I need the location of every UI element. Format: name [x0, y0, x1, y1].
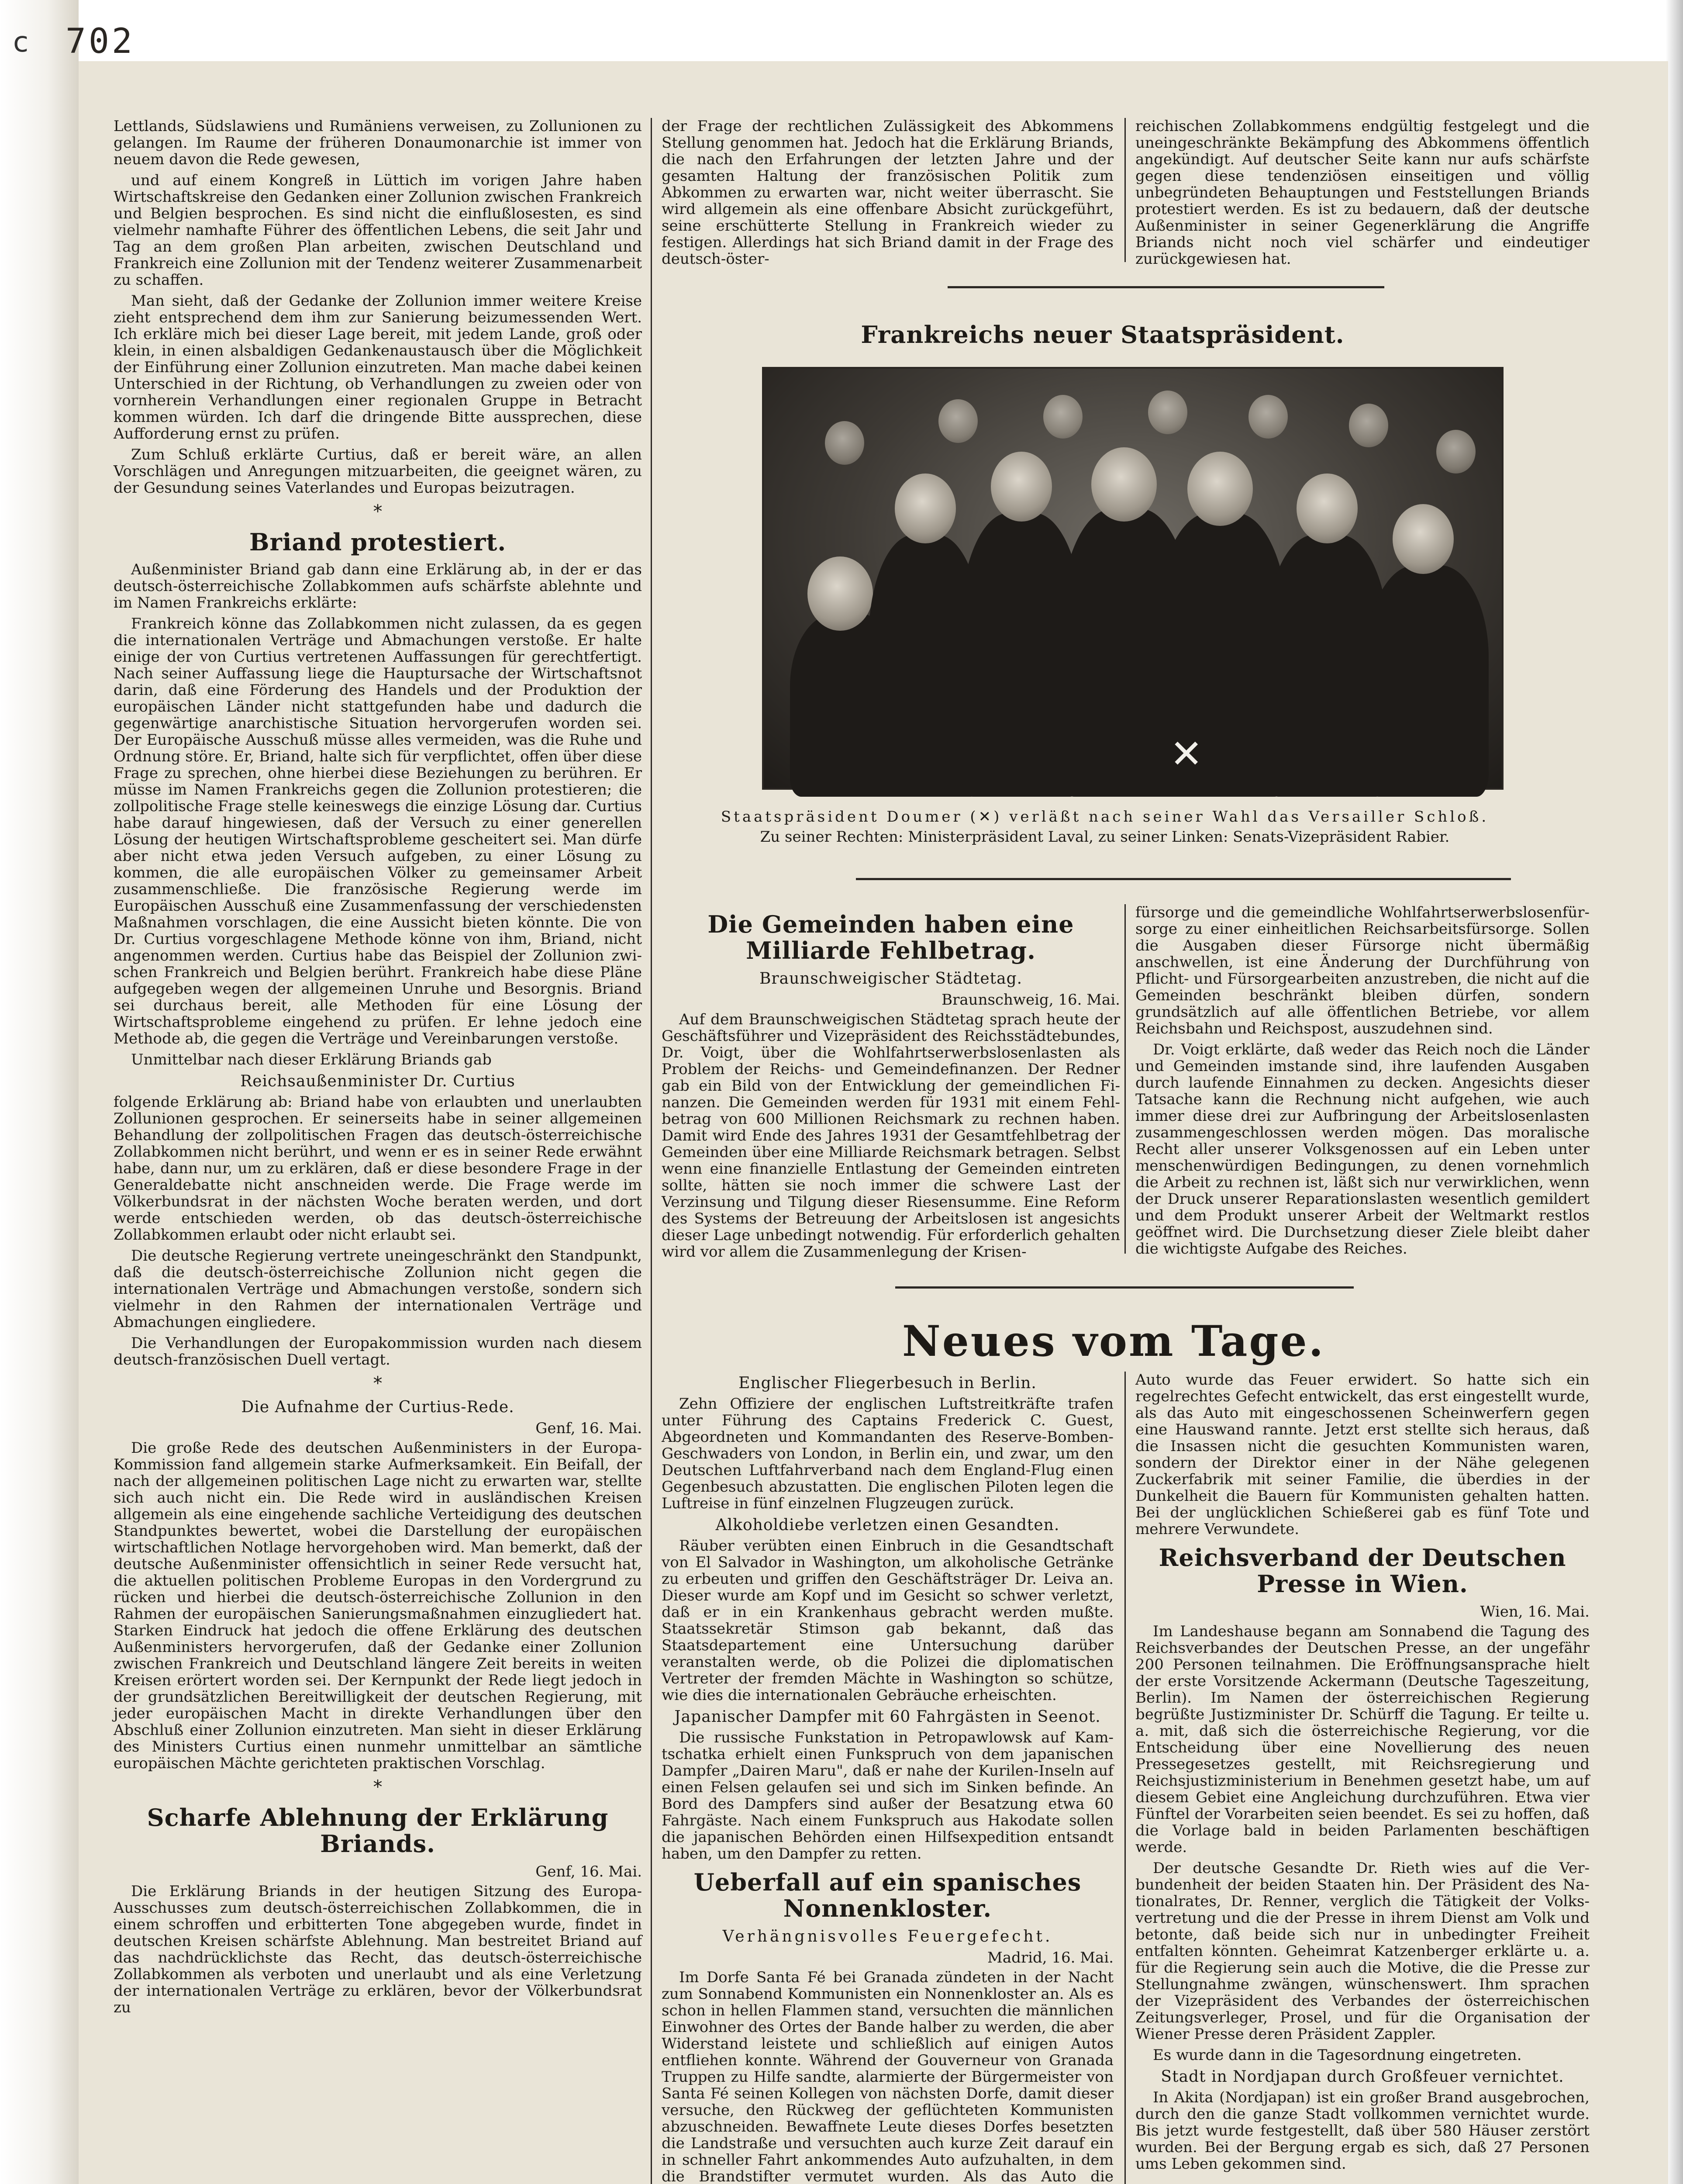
subheading: Alkoholdiebe verletzen einen Gesandten. — [715, 1516, 1060, 1534]
margin-fragment: c — [13, 26, 29, 59]
paragraph: Es wurde dann in die Tagesordnung eingetreten. — [1153, 2046, 1522, 2064]
photo-face — [1393, 504, 1454, 574]
column-rule — [1124, 904, 1126, 1254]
paragraph: Man sieht, daß der Gedanke der Zollunion immer weitere Kreise zieht entsprechend dem ihm zur Sanierung beizumessenden Wert. Ich erkläre mich bei dieser Lage bereit, mit jedem Lande, groß oder klein, in einen alsbaldigen Gedankenaustausch über die Möglichkeit der Einführung einer Zollunion einzutreten. Man mache dabei keinen Unterschied in der Richtung, ob Verhandlungen zu zweien oder von vornherein Verhandlungen einer regionalen Gruppe in Betracht kommen würden. Ich darf die dringende Bitte aussprechen, diese Aufforderung ernst zu prüfen. — [114, 292, 642, 442]
column-right-top — [1135, 117, 1590, 268]
photo-face — [895, 473, 956, 543]
subheading: Stadt in Nordjapan durch Großfeuer vernichtet. — [1161, 2068, 1564, 2086]
paragraph: Im Dorfe Santa Fé bei Granada zündeten in der Nacht zum Sonnabend Kommunisten ein Nonnenkloster an. Als es schon in hellen Flammen stand, versuchten die männlichen Einwohner des Ortes der Bande halber zu werden, die aber Widerstand leistete und schließlich auf einigen Autos entfliehen konnte. Während der Gouverneur von Granada Truppen zu Hilfe sandte, alarmierte der Bürgermeister von Santa Fé seinen Kollegen von nächsten Dorfe, damit dieser versuche, den Rückweg der geflüchteten Kommunisten abzuschneiden. Bewaffnete Leute dieses Dorfes besetzten die Landstraße und versuchten auch kurze Zeit darauf ein in schneller Fahrt ankommendes Auto aufzuhalten, in dem die Brandstifter vermutet wurden. Als das Auto die — [662, 1969, 1114, 2184]
dateline: Genf, 16. Mai. — [535, 1863, 642, 1880]
article-gemeinden — [662, 904, 1120, 1261]
article-gemeinden-continued — [1135, 904, 1590, 1258]
paragraph: der Frage der rechtlichen Zulässigkeit des Abkommens Stellung genommen hat. Jedoch hat die Erklärung Briands, die nach den Erfahrungen der letzten Jahre und der gesamten Haltung der französischen Politik zum Abkommen zu erwarten war, nicht weiter überrascht. Sie wird allgemein als eine offenbare Absicht zurückgeführt, seine erschütterte Stellung in Frankreich wieder zu festigen. Allerdings hat sich Briand damit in der Frage des deutsch-öster- — [662, 117, 1114, 268]
paragraph: Außenminister Briand gab dann eine Erklärung ab, in der er das deutsch-österreichische Zollabkommen aufs schärfste ablehnte und im Namen Frankreichs erklärte: — [114, 561, 642, 612]
caption-line: Staatspräsident Doumer (✕) verläßt nach seiner Wahl das Versailler Schloß. — [721, 808, 1489, 826]
paragraph: Im Landeshause begann am Sonnabend die Tagung des Reichsverbandes der Deutschen Presse, an der ungefähr 200 Personen teilnahmen. Die Eröffnungsansprache hielt der erste Vorsitzende Ackermann (Deutsche Tageszeitung, Berlin). Im Namen der österreichischen Regierung begrüßte Justizminister Dr. Schürff die Tagung. Er teilte u. a. mit, daß sich die österreichische Regierung, vor die Entscheidung über eine Novellierung des neuen Pressegesetzes gestellt, mit Reichsregierung und Reichsjustizministerium in Benehmen gesetzt habe, um auf diesem Gebiet eine Angleichung durchzuführen. Etwa vier Fünftel der Vorarbeiten seien beendet. Es sei zu hoffen, daß die Vorlage bald in beiden Parlamenten beschäftigen werde. — [1135, 1623, 1590, 1856]
photo-headline: Frankreichs neuer Staatspräsident. — [861, 321, 1345, 349]
paragraph: Lettlands, Südslawiens und Rumäniens verweisen, zu Zollunionen zu gelangen. Im Raume der früheren Donaumonarchie ist immer von neuem davon die Rede gewesen, — [114, 117, 642, 168]
section-rule — [856, 878, 1511, 880]
paragraph: Der deutsche Gesandte Dr. Rieth wies auf die Verbundenheit der beiden Staaten hin. Der Präsident des Nationalrates, Dr. Renner, verglich die Tätigkeit der Volksvertretung und die der Presse in ihrem Dienst am Volk und betonte, daß beide sich nur in unbedingter Freiheit entfalten könnten. Geheimrat Katzenberger erklärte u. a. für die Regierung sein auch die Motive, die die Presse zur Stellungnahme zwängen, wünschenswert. Ihm sprachen der Vizepräsident des Verbandes der österreichischen Zeitungsverleger, Prosel, und für die Organisation der Wiener Presse deren Präsident Zappler. — [1135, 1859, 1590, 2043]
scan-edge-shadow — [1666, 0, 1683, 2184]
headline-reichsverband: Reichsverband der Deutschen Presse in Wien. — [1159, 1544, 1566, 1598]
section-rule — [895, 1286, 1354, 1289]
subheading: Braunschweigischer Städtetag. — [759, 970, 1023, 988]
paragraph: Die deutsche Regierung vertrete uneingeschränkt den Standpunkt, daß die deutsch-österreichische Zollunion nicht gegen die internationalen Verträge und Abmachungen verstoße, sondern sich vielmehr in den Rahmen der internationalen Verträge und Abmachungen eingliedere. — [114, 1247, 642, 1331]
photo-figure — [1366, 565, 1489, 797]
photo-face — [938, 399, 978, 443]
paragraph: Die Verhandlungen der Europakommission wurden nach diesem deutsch-französischen Duell vertagt. — [114, 1334, 642, 1368]
column-left — [114, 118, 642, 2184]
headline-nonnenkloster: Ueberfall auf ein spanisches Nonnenkloster. — [693, 1868, 1082, 1922]
column-rule — [1124, 1372, 1126, 2184]
dateline: Wien, 16. Mai. — [1480, 1603, 1590, 1621]
paragraph: Zehn Offiziere der englischen Luftstreitkräfte trafen unter Führung des Captains Frederick C. Guest, Abgeordneten und Kommandanten des Reserve-Bomben-Geschwaders von London, in Berlin ein, und zwar, um den Deutschen Luftfahrverband nach dem England-Flug einen Gegenbesuch abzustatten. Die englischen Piloten legen die Luftreise in fünf einzelnen Flugzeugen zurück. — [662, 1395, 1114, 1512]
paragraph: Die Erklärung Briands in der heutigen Sitzung des Europa-Ausschusses zum deutsch-österreichischen Zollabkommen, die in einem schroffen und erbitterten Tone abgegeben wurde, findet in deutschen Kreisen schärfste Ablehnung. Man bestreitet Briand auf das nachdrücklichste das Recht, das deutsch-österreichische Zollabkommen als verboten und unerlaubt und als eine Verletzung der internationalen Verträge zu erklären, bevor der Völkerbundsrat zu — [114, 1883, 642, 2016]
photo-face — [1248, 395, 1288, 439]
paragraph: und auf einem Kongreß in Lüttich im vorigen Jahre haben Wirtschaftskreise den Gedanken einer Zollunion zwischen Frankreich und Belgien besprochen. Es sind nicht die einflußlosesten, es sind vielmehr namhafte Führer des öffentlichen Lebens, die seit Jahr und Tag an dem großen Plan arbeiten, zwischen Deutschland und Frankreich eine Zollunion mit der Tendenz weiterer Zusammenarbeit zu schaffen. — [114, 172, 642, 289]
scan-margin — [0, 0, 79, 2184]
subheading: Englischer Fliegerbesuch in Berlin. — [738, 1374, 1037, 1392]
photo-face — [1349, 404, 1388, 447]
section-star: * — [373, 1372, 383, 1394]
column-middle-news — [662, 1372, 1114, 2184]
paragraph: In Akita (Nordjapan) ist ein großer Brand ausgebrochen, durch den die ganze Stadt vollkommen vernichtet wurde. Bis jetzt wurde festgestellt, daß über 580 Häuser zerstört wurden. Bei der Bergung ergab es sich, daß 27 Personen ums Leben gekommen sind. — [1135, 2089, 1590, 2173]
photo-face — [1297, 473, 1358, 543]
photo-face — [1148, 390, 1187, 434]
photo-face — [1091, 447, 1157, 522]
headline-neues-vom-tage: Neues vom Tage. — [902, 1317, 1325, 1366]
subheading: Die Aufnahme der Curtius-Rede. — [241, 1398, 514, 1416]
paragraph: Die große Rede des deutschen Außenministers in der Europa-Kommission fand allgemein starke Aufmerksamkeit. Ein Beifall, der nach der allgemeinen politischen Lage nicht zu erwarten war, stellte sich auch nicht ein. Die Rede wird in ausländischen Kreisen allgemein als eine eingehende sachliche Verteidigung des deutschen Standpunktes bewertet, wobei die Darstellung der europäischen wirtschaftlichen Notlage hervorgehoben wird. Man bemerkt, daß der deutsche Außenminister offensichtlich in seiner Rede versucht hat, die aktuellen politischen Probleme Europas in den Vordergrund zu rücken und hierbei die deutsch-österreichische Zollunion in den Rahmen der europäischen Sanierungsmaßnahmen einzugliedert hat. Starken Eindruck hat jedoch die offene Erklärung des deutschen Außenministers hervorgerufen, daß der Gedanke einer Zollunion zwischen Frankreich und Deutschland längere Zeit bereits in weiten Kreisen erörtert worden sei. Der Kernpunkt der Rede liegt jedoch in der grundsätzlichen Bereitwilligkeit der deutschen Regierung, mit jeder europäischen Macht in direkte Verhandlungen über den Abschluß einer Zollunion einzutreten. Man sieht in dieser Erklärung des Ministers Curtius einen nunmehr unmittelbar an sämtliche europäischen Mächte gerichteten praktischen Vorschlag. — [114, 1439, 642, 1772]
column-right-news — [1135, 1372, 1590, 2184]
headline-scharfe-ablehnung: Scharfe Ablehnung der Erklärung Briands. — [147, 1804, 609, 1858]
photo-face — [1043, 395, 1083, 439]
dateline: Braunschweig, 16. Mai. — [942, 991, 1120, 1009]
section-star: * — [373, 501, 383, 522]
cross-mark-icon: ✕ — [1170, 731, 1203, 777]
photo-caption — [699, 808, 1511, 848]
photo-face — [825, 421, 864, 465]
section-star: * — [373, 1776, 383, 1797]
paragraph: fürsorge und die gemeindliche Wohlfahrtserwerbslosenfürsorge zu einer einheitlichen Reichsarbeitsfürsorge. Sollen die Ausgaben dieser Fürsorge nicht übermäßig anschwellen, ist eine Änderung der Durchführung von Pflicht- und Fürsorgearbeiten anzustreben, die nicht auf die Gemeinden beschränkt bleiben dürfen, sondern grundsätzlich auf alle öffentlichen Betriebe, vor allem Reichsbahn und Reichspost, auszudehnen sind. — [1135, 904, 1590, 1037]
caption-line: Zu seiner Rechten: Ministerpräsident Laval, zu seiner Linken: Senats-Vizepräsident Rabier. — [760, 828, 1450, 846]
column-rule — [1124, 118, 1126, 262]
paragraph: Die russische Funkstation in Petropawlowsk auf Kamtschatka erhielt einen Funkspruch von dem japanischen Dampfer „Dairen Maru", daß er nahe der Kurilen-Inseln auf einen Felsen gelaufen sei und sich im Sinken befinde. An Bord des Dampfers sind außer der Besatzung etwa 60 Fahrgäste. Nach einem Funkspruch aus Hakodate sollen die japanischen Behörden einen Hilfsexpedition entsandt haben, um den Dampfer zu retten. — [662, 1729, 1114, 1863]
paragraph: Frankreich könne das Zollabkommen nicht zulassen, da es gegen die internationalen Verträge und Abmachungen verstoße. Er halte einige der von Curtius vertretenen Auffassungen für gerechtfertigt. Nach seiner Auffassung liege die Hauptursache der Wirtschaftsnot darin, daß eine Förderung des Handels und der Produktion der europäischen Länder nicht stattgefunden habe und dadurch die gegenwärtige anarchistische Situation hervorgerufen worden sei. Der Europäische Ausschuß müsse alles vermeiden, was die Ruhe und Ordnung störe. Er, Briand, halte sich für verpflichtet, offen über diese Frage zu sprechen, ohne hierbei diese Beziehungen zu berühren. Er müsse im Namen Frankreichs gegen die Zollunion protestieren; die zollpolitische Frage stelle keineswegs die einzige Lösung dar. Curtius habe darauf hingewiesen, daß der Versuch zu einer generellen Lösung der heutigen Wirtschaftsprobleme gescheitert sei. Man dürfe aber nicht etwa jeden Versuch aufgeben, zu einer Lösung zu kommen, die alle europäischen Völker zu gemeinsamer Arbeit zusammenschließe. Die französische Regierung werde im Europäischen Ausschuß eine Zusammenfassung der verschiedensten Maßnahmen vorschlagen, die eine Aussicht bieten könnte. Die von Dr. Curtius vorgeschlagene Methode könne von ihm, Briand, nicht angenommen werden. Curtius habe das Beispiel der Zollunion zwischen Frankreich und Belgien berührt. Frankreich habe diese Pläne aufgegeben wegen der allgemeinen Unruhe und Besorgnis. Briand sei durchaus bereit, alle Methoden für eine Lösung der Wirtschaftsprobleme eingehend zu prüfen. Er lehne jedoch eine Methode ab, die gegen die Verträge und Vereinbarungen verstoße. — [114, 615, 642, 1047]
page-number: 702 — [66, 22, 135, 61]
paragraph: reichischen Zollabkommens endgültig festgelegt und die uneingeschränkte Bekämpfung des Abkommens öffentlich angekündigt. Auf deutscher Seite kann nur aufs schärfste gegen diese tendenziösen einseitigen und völlig unbegründeten Behauptungen und Feststellungen Briands protestiert werden. Es ist zu bedauern, daß der deutsche Außenminister in seiner Gegenerklärung die Angriffe Briands nicht noch viel schärfer und eindeutiger zurückgewiesen hat. — [1135, 117, 1590, 268]
dateline: Genf, 16. Mai. — [535, 1420, 642, 1437]
subheading: Reichsaußenminister Dr. Curtius — [240, 1072, 515, 1090]
paragraph: Auto wurde das Feuer erwidert. So hatte sich ein regelrechtes Gefecht entwickelt, das erst eingestellt wurde, als das Auto mit eingeschossenen Scheinwerfern gegen eine Hauswand rannte. Jetzt erst stellte sich heraus, daß die Insassen nicht die gesuchten Kommunisten waren, sondern der Direktor einer in der Nähe gelegenen Zuckerfabrik mit seiner Familie, die überdies in der Dunkelheit die Bauern für Kommunisten gehalten hatten. Bei der unglücklichen Schießerei gab es fünf Tote und mehrere Verwundete. — [1135, 1371, 1590, 1538]
photo-face — [1187, 452, 1253, 526]
paragraph: Auf dem Braunschweigischen Städtetag sprach heute der Geschäftsführer und Vizepräsident des Reichsstädtebundes, Dr. Voigt, über die Wohlfahrtserwerbslosenlasten als Problem der Reichs- und Gemeindefinanzen. Der Redner gab ein Bild von der Entwicklung der gemeindlichen Finanzen. Die Gemeinden werden für 1931 mit einem Fehlbetrag von 600 Millionen Reichsmark zu rechnen haben. Damit wird Ende des Jahres 1931 der Gesamtfehlbetrag der Gemeinden über eine Milliarde Reichsmark betragen. Selbst wenn eine finanzielle Entlastung der Gemeinden eintreten sollte, hätten sie noch immer die schwere Last der Verzinsung und Tilgung dieser Riesensumme. Eine Reform des Systems der Betreuung der Arbeitslosen ist angesichts dieser Lage unbedingt notwendig. Für erforderlich gehalten wird vor allem die Zusammenlegung der Krisen- — [662, 1011, 1120, 1261]
dateline: Madrid, 16. Mai. — [987, 1949, 1114, 1966]
photo-face — [991, 452, 1052, 522]
subheading: Verhängnisvolles Feuergefecht. — [722, 1928, 1053, 1946]
paragraph: Zum Schluß erklärte Curtius, daß er bereit wäre, an allen Vorschlägen und Anregungen mitzuarbeiten, die geeignet wären, zu der Gesundung seines Vaterlandes und Europas beizutragen. — [114, 446, 642, 497]
paragraph: folgende Erklärung ab: Briand habe von erlaubten und unerlaubten Zollunionen gesprochen. Er seinerseits habe in seiner allgemeinen Behandlung der zollpolitischen Fragen das deutsch-österreichische Zollabkommen nicht berührt, und wenn er es in seiner Rede erwähnt habe, dann nur, um zu erklären, daß er diese besondere Frage in der Generaldebatte nicht anschneiden werde. Die Frage werde im Völkerbundsrat in der nächsten Woche beraten werden, und dort werde entschieden werden, ob das deutsch-österreichische Zollabkommen erlaubt oder nicht erlaubt sei. — [114, 1093, 642, 1244]
paragraph: Räuber verübten einen Einbruch in die Gesandtschaft von El Salvador in Washington, um alkoholische Getränke zu erbeuten und griffen den Geschäftsträger Dr. Leiva an. Dieser wurde am Kopf und im Gesicht so schwer verletzt, daß er in ein Krankenhaus gebracht werden mußte. Staatssekretär Stimson gab bekannt, daß das Staatsdepartement eine Untersuchung darüber veranstalten werde, ob die Polizei die diplomatischen Vertreter der fremden Mächte in Washington so schütze, wie dies die internationalen Gebräuche erheischten. — [662, 1537, 1114, 1704]
paragraph: Unmittelbar nach dieser Erklärung Briands gab — [131, 1051, 492, 1068]
subheading: Japanischer Dampfer mit 60 Fahrgästen in Seenot. — [674, 1708, 1101, 1726]
headline-gemeinden: Die Gemeinden haben eine Milliarde Fehlbetrag. — [707, 910, 1074, 964]
paragraph: Dr. Voigt erklärte, daß weder das Reich noch die Länder und Gemeinden imstande sind, ihre laufenden Ausgaben durch laufende Einnahmen zu decken. Angesichts dieser Tatsache kann die Rechnung nicht aufgehen, wie auch immer diese drei zur Aufbringung der Arbeitslosenlasten zusammengeschlossen werden mögen. Das moralische Recht aller unserer Volksgenossen auf ein Leben unter menschenwürdigen Bedingungen, zu denen vornehmlich die Arbeit zu rechnen ist, läßt sich nur verwirklichen, wenn der Druck unserer Reparationslasten wesentlich gemildert und dem Produkt unserer Arbeit der Weltmarkt restlos geöffnet wird. Die Durchsetzung dieser Ziele bleibt daher die wichtigste Aufgabe des Reiches. — [1135, 1041, 1590, 1258]
column-rule — [651, 118, 652, 2184]
photo-face — [1436, 430, 1476, 473]
photo-face — [807, 556, 873, 631]
headline-briand-protestiert: Briand protestiert. — [249, 528, 507, 556]
press-photo — [762, 367, 1504, 790]
